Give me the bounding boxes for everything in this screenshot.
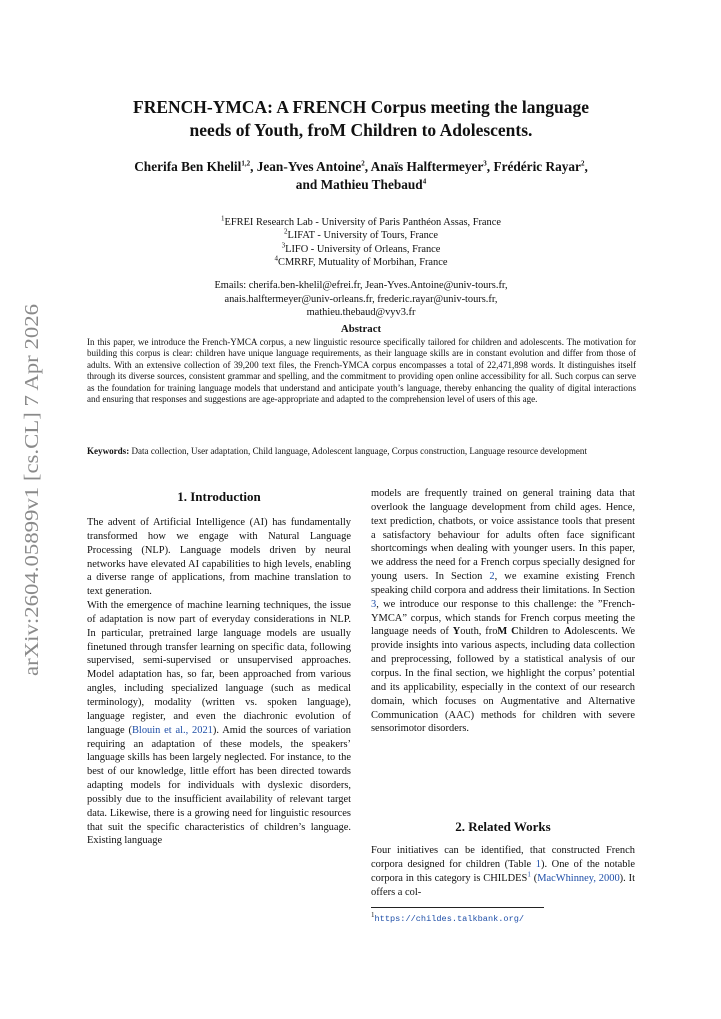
affil-number: 3 [281,241,286,250]
paragraph-text: With the emergence of machine learning techniques, the issue of adaptation is now part of everyday considerations in NLP. In particular, pretrained large language models are usually finetuned through transfer learning on specific data, following supervised, semi-supervised or unsupervised approaches. Model adaptation has, so far, been approached from various angles, including specialized language (such as medical terminology), modality (written vs. spoken language), language register, and even the diachronic evolution of language ( [87,600,351,736]
affil-text: LIFO - University of Orleans, France [285,243,441,255]
affil-number: 4 [274,254,279,263]
section-ref-link[interactable]: 3 [371,598,377,610]
paragraph-text: dolescents. We provide insights into various aspects, including data collection and preprocessing, followed by a statistical analysis of our corpus. In the final section, we highlight the corpus’ potential and its applicability, especially in the context of our research domain, which focuses on Augmentative and Alternative Communication (AAC) methods for children with severe sensorimotor disorders. [371,626,636,735]
affiliations [80,216,642,270]
author-affil-mark: 1,2 [241,159,251,168]
affil-text: CMRRF, Mutuality of Morbihan, France [278,257,448,269]
affil-number: 1 [221,214,225,223]
citation-link[interactable]: Blouin et al., 2021 [131,724,213,736]
email-line: anais.halftermeyer@univ-orleans.fr, frederic.rayar@univ-tours.fr, [224,293,498,305]
contact-emails [80,279,642,320]
paragraph-text: ( [530,872,538,884]
abstract-text: In this paper, we introduce the French-YMCA corpus, a new linguistic resource specifically tailored for children and adolescents. The motivation for building this corpus is clear: children have unique language requirements, as their language skills are in constant evolution and differ from those of adults. With an extensive collection of 39,200 text files, the French-YMCA corpus encompasses a total of 22,471,898 words. It distinguishes itself through its diverse sources, consistent grammar and spelling, and the commitment to providing open online accessibility for all. Such corpus can serve as the foundation for training language models that understand and anticipate youth’s language, thereby enhancing the quality of digital interactions and ensuring that responses and suggestions are age-appropriate and adapted to the comprehension level of users of this age. [87,337,636,405]
author-conjunction: and [295,177,318,192]
citation-link[interactable]: MacWhinney, 2000 [537,872,620,884]
affiliation-line [80,216,642,229]
affil-text: EFREI Research Lab - University of Paris Panthéon Assas, France [224,217,501,228]
author-list: Cherifa Ben Khelil$^{1,2}$, Jean-Yves Antoine$^2$, Anaïs Halftermeyer$^3$, Frédéric Rayar$^2$, and Mathieu Thebaud$^4$ [134,159,588,192]
author-affil-mark: 2 [580,159,585,168]
acronym-letter: M [497,626,508,638]
keywords-list: Data collection, User adaptation, Child language, Adolescent language, Corpus construction, Language resource development [131,446,587,456]
footnote-url-link[interactable]: https://childes.talkbank.org/ [374,914,525,924]
paper-title [80,96,642,142]
author-name: Jean-Yves Antoine [256,159,362,174]
paragraph-text: , we examine existing French speaking child corpora and address their limitations. In Section [371,571,636,596]
affiliation-line [80,229,642,242]
footnote [371,913,524,924]
paragraph-text: outh, fro [460,626,498,638]
title-line-1: FRENCH-YMCA: A FRENCH Corpus meeting the language [133,97,589,117]
paragraph-text: ). Amid the sources of variation requiring an adaptation of these models, the speakers’ language skills has been largely neglected. For instance, to the best of our knowledge, little effort has been directed towards adapting models for individuals with dyslexic disorders, possibly due to the insufficient availability of relevant target data. Likewise, there is a growing need for linguistic resources that suit the specific characteristics of children’s language. Existing language [87,724,351,847]
table-ref-link[interactable]: 1 [535,858,541,870]
author-name: Mathieu Thebaud [320,177,423,192]
author-affil-mark: 3 [483,159,487,168]
left-column [87,516,351,848]
affiliation-line [80,256,642,269]
paragraph: The advent of Artificial Intelligence (AI) has fundamentally transformed how we engage with Natural Language Processing (NLP). Language models driven by neural networks have elevated AI capabilities to high levels, enabling a diverse range of applications, from machine translation to text generation. [87,517,351,598]
paragraph-text: , we introduce our response to this challenge: the ”French-YMCA” corpus, which stands for French corpus meeting the language needs of [371,598,635,638]
abstract-heading: Abstract [340,323,382,335]
title-line-2: needs of Youth, froM Children to Adolescents. [189,120,533,140]
email-line: mathieu.thebaud@vyv3.fr [306,307,416,319]
affil-text: LIFAT - University of Tours, France [287,230,438,242]
paragraph [371,487,635,736]
acronym-letter: Y [452,626,461,638]
paragraph-text: hildren to [518,626,565,638]
footnote-number: 1 [371,911,375,920]
footnote-rule [371,907,544,908]
acronym-letter: A [564,626,572,638]
footnote-marker[interactable]: 1 [527,870,531,879]
paragraph [87,599,351,848]
section-ref-link[interactable]: 2 [489,571,495,583]
keywords-label: Keywords: [87,446,130,456]
related-works-text [371,844,635,899]
paragraph-text: ). It offers a col- [371,872,635,898]
acronym-letter: C [511,626,519,638]
paragraph-text: models are frequently trained on general training data that overlook the language development from child ages. Hence, text prediction, chatbots, or voice assistance tools that present a satisfactory behaviour for adults often face significant shortcomings when dealing with younger users. In this paper, we address the need for a French corpus specially designed for young users. In Section [371,488,635,583]
email-line: Emails: cherifa.ben-khelil@efrei.fr, Jean-Yves.Antoine@univ-tours.fr, [214,280,508,291]
author-name: Anaïs Halftermeyer [370,159,484,174]
author-affil-mark: 2 [361,159,365,168]
paragraph-text: ). One of the notable corpora in this category is CHILDES [371,858,635,884]
arxiv-stamp [16,300,46,680]
right-column [371,487,635,736]
author-name: Frédéric Rayar [493,159,581,174]
author-affil-mark: 4 [422,177,427,186]
paragraph [371,844,635,899]
affiliation-line [80,243,642,256]
section-heading-related-works: 2. Related Works [455,819,551,834]
section-heading-introduction: 1. Introduction [177,489,261,504]
author-name: Cherifa Ben Khelil [134,159,242,174]
keywords [87,446,636,457]
paragraph-text: Four initiatives can be identified, that constructed French corpora designed for children (Table [371,845,635,870]
affil-number: 2 [284,227,288,236]
arxiv-identifier: arXiv:2604.05899v1 [cs.CL] 7 Apr 2026 [21,341,43,676]
